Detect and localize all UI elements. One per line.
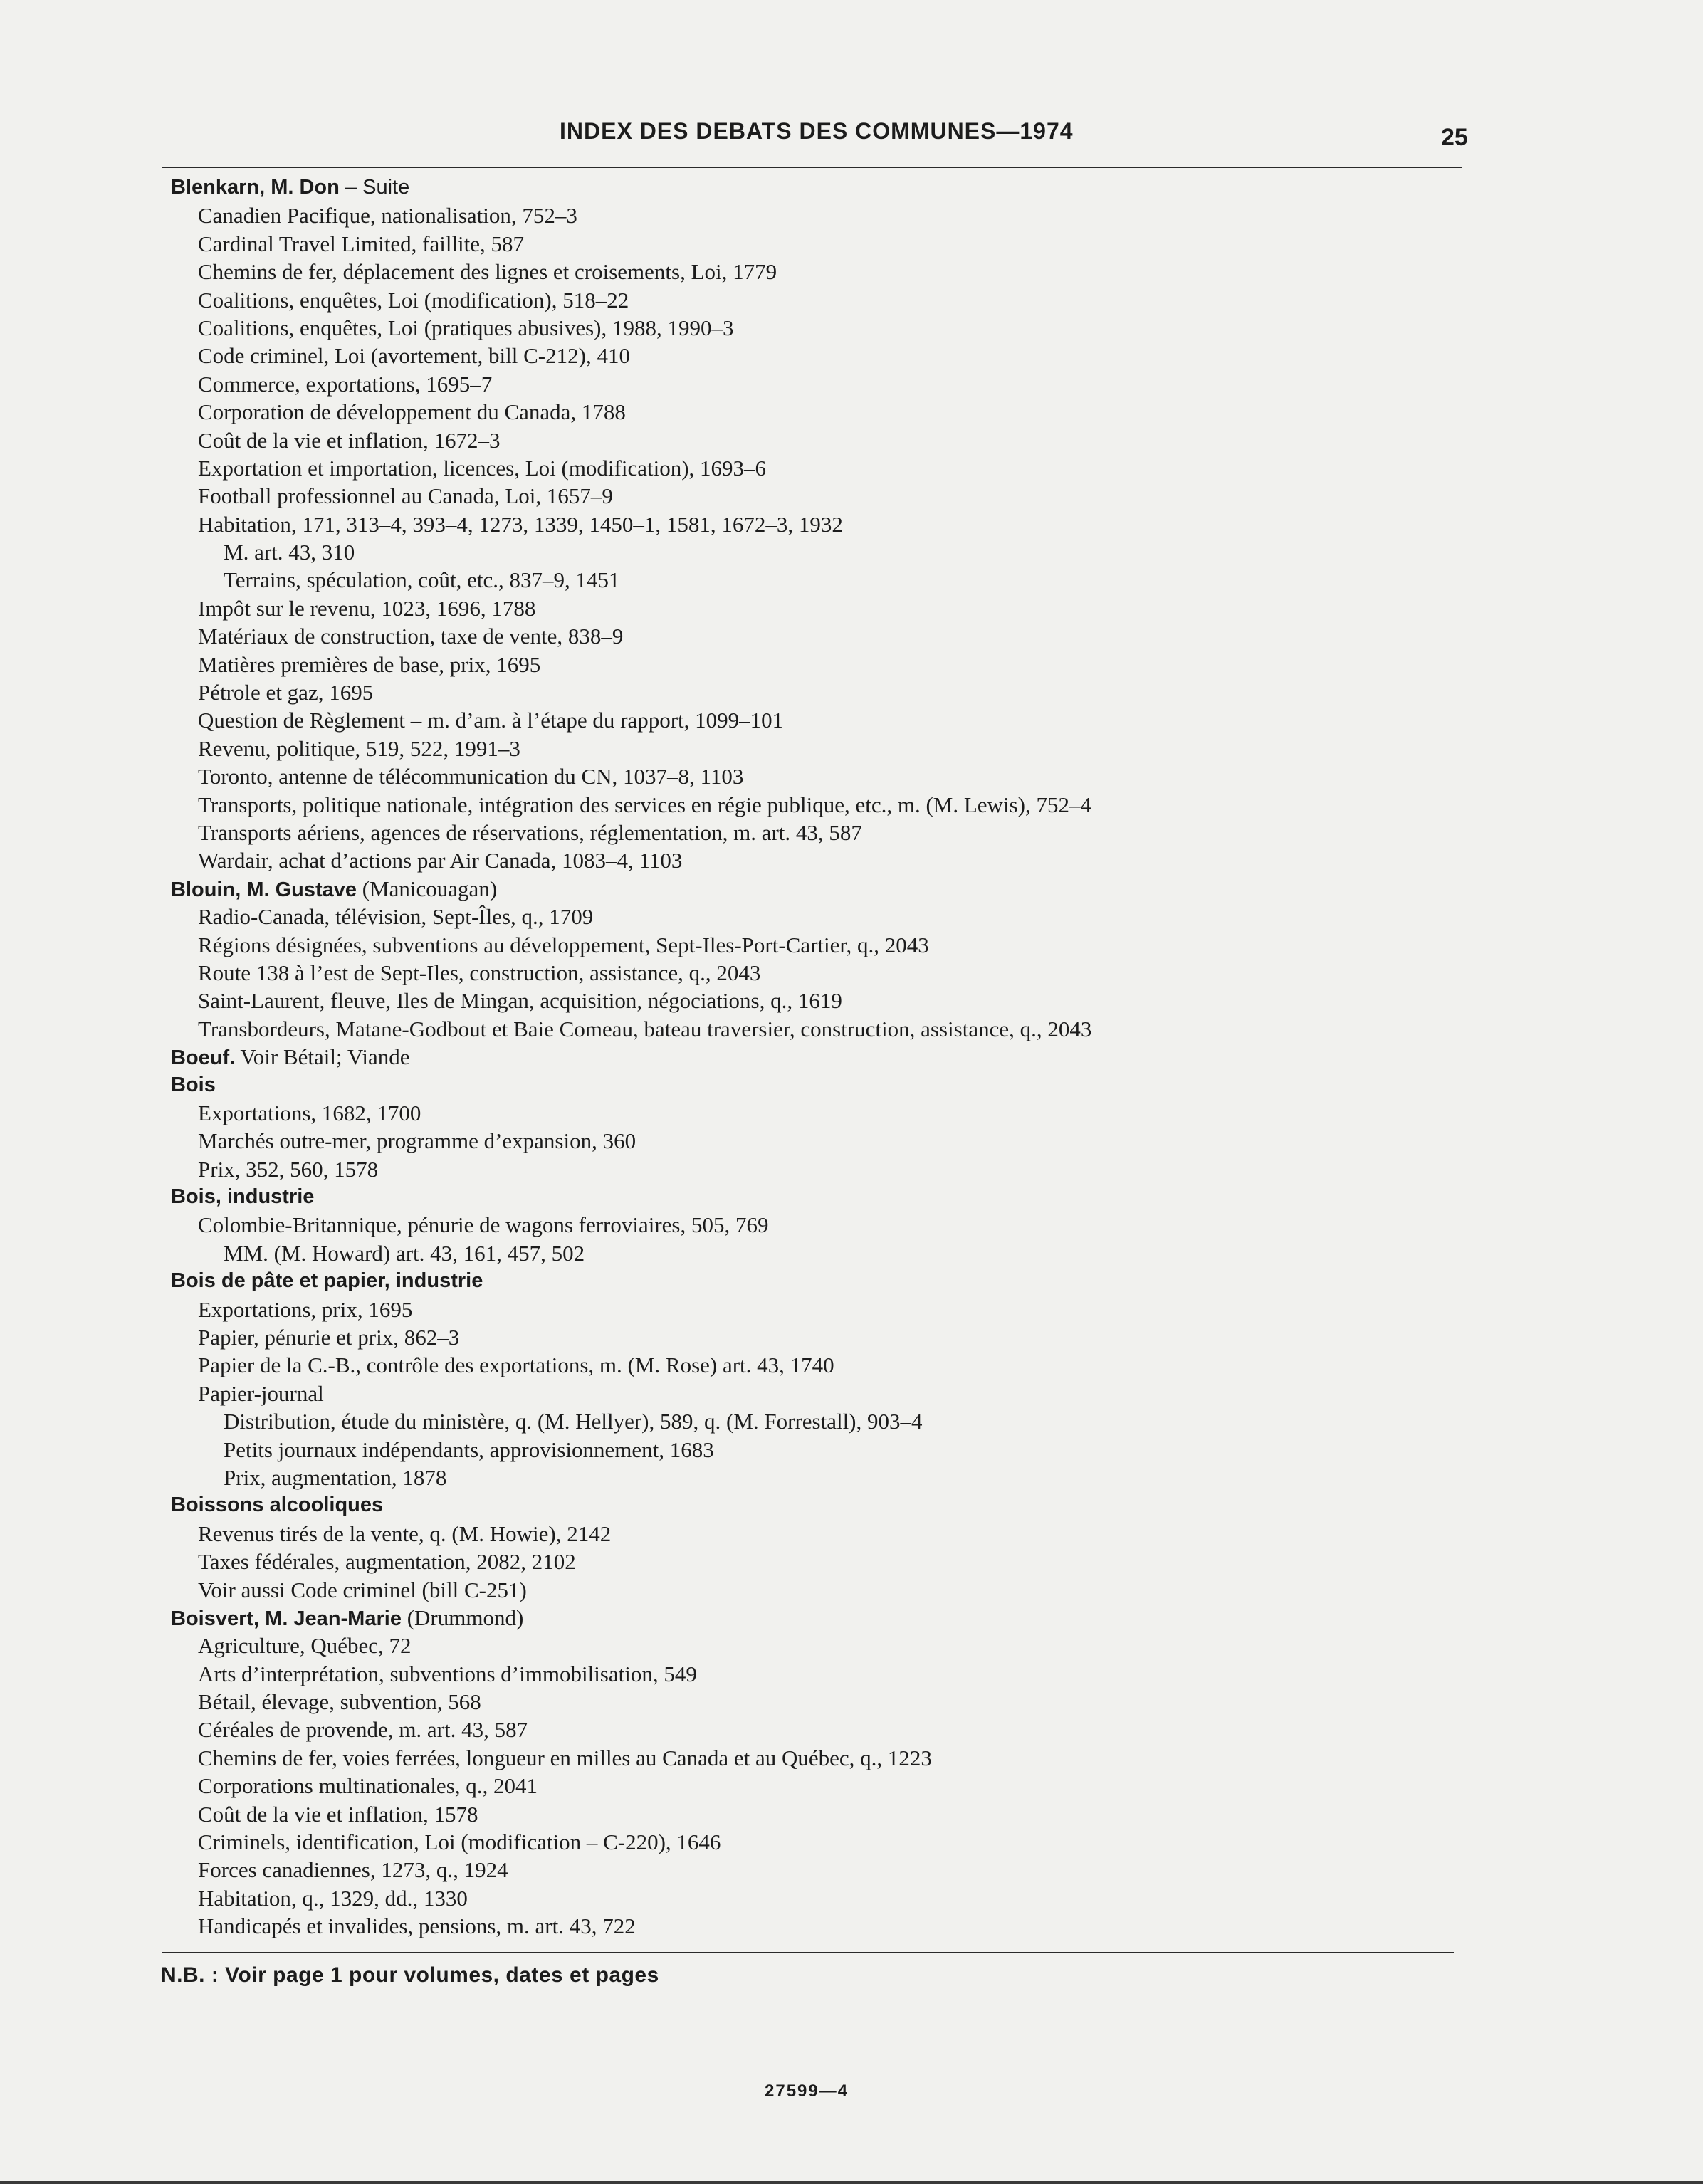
index-heading bbox=[171, 1071, 1575, 1099]
heading-continuation: – Suite bbox=[339, 176, 410, 199]
index-subentry: Handicapés et invalides, pensions, m. art. 43, 722 bbox=[198, 1913, 636, 1939]
heading-name: Blouin, M. Gustave bbox=[171, 878, 357, 901]
index-subentry: Coalitions, enquêtes, Loi (pratiques abusives), 1988, 1990–3 bbox=[198, 315, 734, 340]
index-subentry: Régions désignées, subventions au développement, Sept-Iles-Port-Cartier, q., 2043 bbox=[198, 932, 929, 957]
heading-name: Boisvert, M. Jean-Marie bbox=[171, 1607, 402, 1630]
index-heading bbox=[171, 1604, 1575, 1632]
index-subentry: Forces canadiennes, 1273, q., 1924 bbox=[198, 1857, 508, 1883]
index-subsubentry: Prix, augmentation, 1878 bbox=[224, 1464, 447, 1490]
index-subentry: Coût de la vie et inflation, 1672–3 bbox=[198, 427, 501, 453]
index-subentry: Radio-Canada, télévision, Sept-Îles, q., 1709 bbox=[198, 904, 594, 930]
index-subentry: Exportations, prix, 1695 bbox=[198, 1296, 413, 1322]
index-subentry: Canadien Pacifique, nationalisation, 752–3 bbox=[198, 203, 577, 229]
index-subentry: Habitation, 171, 313–4, 393–4, 1273, 1339, 1450–1, 1581, 1672–3, 1932 bbox=[198, 511, 843, 537]
page-number: 25 bbox=[1441, 124, 1468, 151]
index-subentry: Commerce, exportations, 1695–7 bbox=[198, 371, 493, 397]
heading-name: Bois, industrie bbox=[171, 1185, 315, 1209]
index-subentry: Exportations, 1682, 1700 bbox=[198, 1100, 421, 1125]
index-subentry: Football professionnel au Canada, Loi, 1657–9 bbox=[198, 483, 613, 509]
index-subentry: Papier-journal bbox=[198, 1380, 324, 1406]
index-heading bbox=[171, 1491, 1575, 1519]
index-subentry: Taxes fédérales, augmentation, 2082, 2102 bbox=[198, 1549, 576, 1575]
index-subentry: Coalitions, enquêtes, Loi (modification), 518–22 bbox=[198, 287, 629, 313]
index-subentry: Bétail, élevage, subvention, 568 bbox=[198, 1689, 481, 1715]
footnote: N.B. : Voir page 1 pour volumes, dates et pages bbox=[161, 1963, 659, 1987]
index-subentry: Cardinal Travel Limited, faillite, 587 bbox=[198, 231, 525, 256]
index-subentry: Prix, 352, 560, 1578 bbox=[198, 1156, 379, 1182]
index-subentry: Chemins de fer, voies ferrées, longueur en milles au Canada et au Québec, q., 1223 bbox=[198, 1745, 932, 1770]
index-subentry: Impôt sur le revenu, 1023, 1696, 1788 bbox=[198, 595, 536, 621]
heading-riding: Voir Bétail; Viande bbox=[235, 1044, 410, 1070]
index-subentry: Transports, politique nationale, intégration des services en régie publique, etc., m. (M. Lewis), 752–4 bbox=[198, 792, 1091, 817]
index-heading bbox=[171, 1267, 1575, 1295]
index-subentry: Corporation de développement du Canada, 1788 bbox=[198, 399, 626, 425]
header-divider bbox=[162, 167, 1462, 168]
index-subentry: Route 138 à l’est de Sept-Iles, construction, assistance, q., 2043 bbox=[198, 960, 761, 985]
index-subentry: Wardair, achat d’actions par Air Canada, 1083–4, 1103 bbox=[198, 848, 683, 873]
heading-name: Boeuf. bbox=[171, 1046, 236, 1070]
index-heading bbox=[171, 875, 1575, 903]
index-subentry: Voir aussi Code criminel (bill C-251) bbox=[198, 1577, 527, 1602]
index-subentry: Criminels, identification, Loi (modification – C-220), 1646 bbox=[198, 1829, 721, 1855]
index-subentry: Colombie-Britannique, pénurie de wagons ferroviaires, 505, 769 bbox=[198, 1212, 769, 1238]
index-subentry: Revenus tirés de la vente, q. (M. Howie), 2142 bbox=[198, 1521, 612, 1546]
index-subentry: Question de Règlement – m. d’am. à l’étape du rapport, 1099–101 bbox=[198, 708, 784, 733]
index-subentry: Code criminel, Loi (avortement, bill C-212), 410 bbox=[198, 343, 630, 369]
index-subentry: Revenu, politique, 519, 522, 1991–3 bbox=[198, 735, 520, 761]
heading-name: Boissons alcooliques bbox=[171, 1493, 384, 1517]
index-subentry: Papier de la C.-B., contrôle des exportations, m. (M. Rose) art. 43, 1740 bbox=[198, 1353, 834, 1378]
index-subsubentry: Distribution, étude du ministère, q. (M. Hellyer), 589, q. (M. Forrestall), 903–4 bbox=[224, 1409, 923, 1434]
index-subsubentry: Petits journaux indépendants, approvisionnement, 1683 bbox=[224, 1437, 714, 1462]
page-title: INDEX DES DEBATS DES COMMUNES—1974 bbox=[560, 118, 1074, 144]
index-subentry: Pétrole et gaz, 1695 bbox=[198, 680, 374, 705]
index-subentry: Saint-Laurent, fleuve, Iles de Mingan, acquisition, négociations, q., 1619 bbox=[198, 988, 842, 1014]
heading-riding: (Drummond) bbox=[401, 1605, 524, 1630]
index-subentry: Arts d’interprétation, subventions d’immobilisation, 549 bbox=[198, 1661, 697, 1686]
index-subentry: Agriculture, Québec, 72 bbox=[198, 1633, 412, 1659]
index-subsubentry: MM. (M. Howard) art. 43, 161, 457, 502 bbox=[224, 1240, 585, 1266]
scan-edge bbox=[0, 2181, 1703, 2184]
footer-divider bbox=[162, 1952, 1454, 1953]
heading-name: Blenkarn, M. Don bbox=[171, 176, 340, 199]
index-subsubentry: Terrains, spéculation, coût, etc., 837–9, 1451 bbox=[224, 567, 620, 593]
index-subentry: Transports aériens, agences de réservations, réglementation, m. art. 43, 587 bbox=[198, 819, 862, 845]
index-subsubentry: M. art. 43, 310 bbox=[224, 540, 355, 565]
index-subentry: Matériaux de construction, taxe de vente, 838–9 bbox=[198, 624, 624, 649]
heading-riding: (Manicouagan) bbox=[357, 876, 498, 901]
index-subentry: Habitation, q., 1329, dd., 1330 bbox=[198, 1885, 468, 1911]
index-subentry: Coût de la vie et inflation, 1578 bbox=[198, 1801, 478, 1827]
index-heading bbox=[171, 174, 1575, 201]
index-heading bbox=[171, 1183, 1575, 1211]
index-subentry: Matières premières de base, prix, 1695 bbox=[198, 651, 541, 677]
index-heading bbox=[171, 1043, 1575, 1071]
index-entries bbox=[165, 174, 1575, 1941]
index-subentry: Céréales de provende, m. art. 43, 587 bbox=[198, 1717, 528, 1743]
index-subentry: Papier, pénurie et prix, 862–3 bbox=[198, 1325, 460, 1350]
index-subentry: Exportation et importation, licences, Loi (modification), 1693–6 bbox=[198, 455, 767, 481]
print-code: 27599—4 bbox=[765, 2081, 849, 2101]
index-subentry: Transbordeurs, Matane-Godbout et Baie Comeau, bateau traversier, construction, assistance, q., 2043 bbox=[198, 1016, 1092, 1041]
index-subentry: Chemins de fer, déplacement des lignes et croisements, Loi, 1779 bbox=[198, 259, 777, 285]
index-subentry: Corporations multinationales, q., 2041 bbox=[198, 1773, 538, 1799]
heading-name: Bois de pâte et papier, industrie bbox=[171, 1269, 483, 1293]
index-subentry: Marchés outre-mer, programme d’expansion, 360 bbox=[198, 1128, 636, 1154]
heading-name: Bois bbox=[171, 1073, 216, 1096]
index-subentry: Toronto, antenne de télécommunication du CN, 1037–8, 1103 bbox=[198, 764, 744, 789]
